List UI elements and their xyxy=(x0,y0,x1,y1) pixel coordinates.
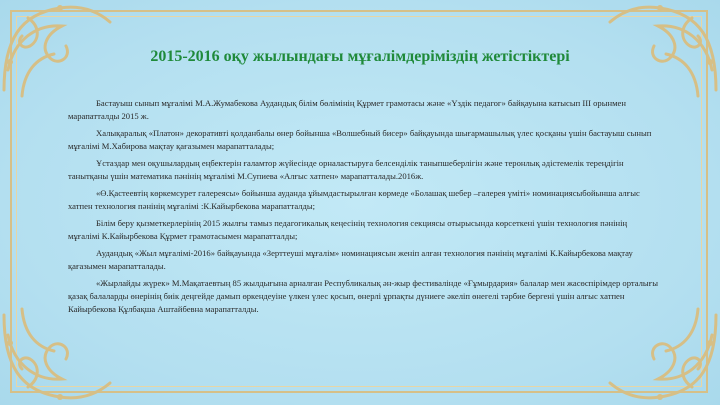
achievements-text xyxy=(68,97,660,320)
achievement-paragraph: Халықаралық «Платон» декоративті қолданбалы өнер бойынша «Волшебный бисер» байқауында шығармашылық үлес қосқаны үшін бастауыш сынып мұғалімі М.Хабирова мақтау қағазымен марапатталады; xyxy=(68,128,652,151)
achievement-paragraph: Білім беру қызметкерлерінің 2015 жылғы тамыз педагогикалық кеңесінің технология секциясы отырысында көрсеткені үшін технология пәнінің мұғалімі К.Кайырбекова Құрмет грамотасымен марапатталды; xyxy=(68,218,628,241)
achievement-paragraph: «Ө.Қастеевтің көркемсурет галереясы» бойынша ауданда ұйымдастырылған көрмеде «Болашақ шебер –галерея үміті» номинациясыбойынша алғыс хатпен технология пәнінің мұғалімі :К.Кайырбекова марапатталды; xyxy=(68,188,640,211)
corner-ornament-bottom-left xyxy=(0,305,120,405)
corner-ornament-bottom-right xyxy=(600,305,720,405)
achievement-paragraph: Ұстаздар мен оқушылардың еңбектерін ғаламтор жүйесінде орналастыруға белсенділік таныпшеберлігін және теронлық әдістемелік тереңдігін танытқаны үшін математика пәнінің мұғалімі М.Супиева «Алғыс хатпен» марапатталады.2016ж. xyxy=(68,158,624,181)
achievement-paragraph: Аудандық «Жыл мұғалімі-2016» байқауында «Зерттеуші мұғалім» номинациясын женіп алған технология пәнінің мұғалімі К.Кайырбекова мақтау қағазымен марапатталады. xyxy=(68,248,633,271)
achievement-paragraph: «Жырлайды жүрек» М.Мақатаевтың 85 жылдығына арналған Республикалық ән-жыр фестивалінде «Ғұмырдария» балалар мен жасөспірімдер орталығы қазақ балаларды өнерінің биік деңгейде дамып өркендеуіне үлкен үлес қосып, өнерлі ұрпақты дүниеге әкеліп өнегелі тәрбие бергені үшін алғыс хатпен Кайырбекова Құлбақша Аштайбевна марапатталды. xyxy=(68,278,659,314)
slide-title: 2015-2016 оқу жылындағы мұғалімдеріміздің жетістіктері xyxy=(150,48,570,65)
achievement-paragraph: Бастауыш сынып мұғалімі М.А.Жумабекова Аудандық білім бөлімінің Құрмет грамотасы және «Үздік педагог» байқауына катысып ІІІ орынмен марапатталды 2015 ж. xyxy=(68,98,626,121)
